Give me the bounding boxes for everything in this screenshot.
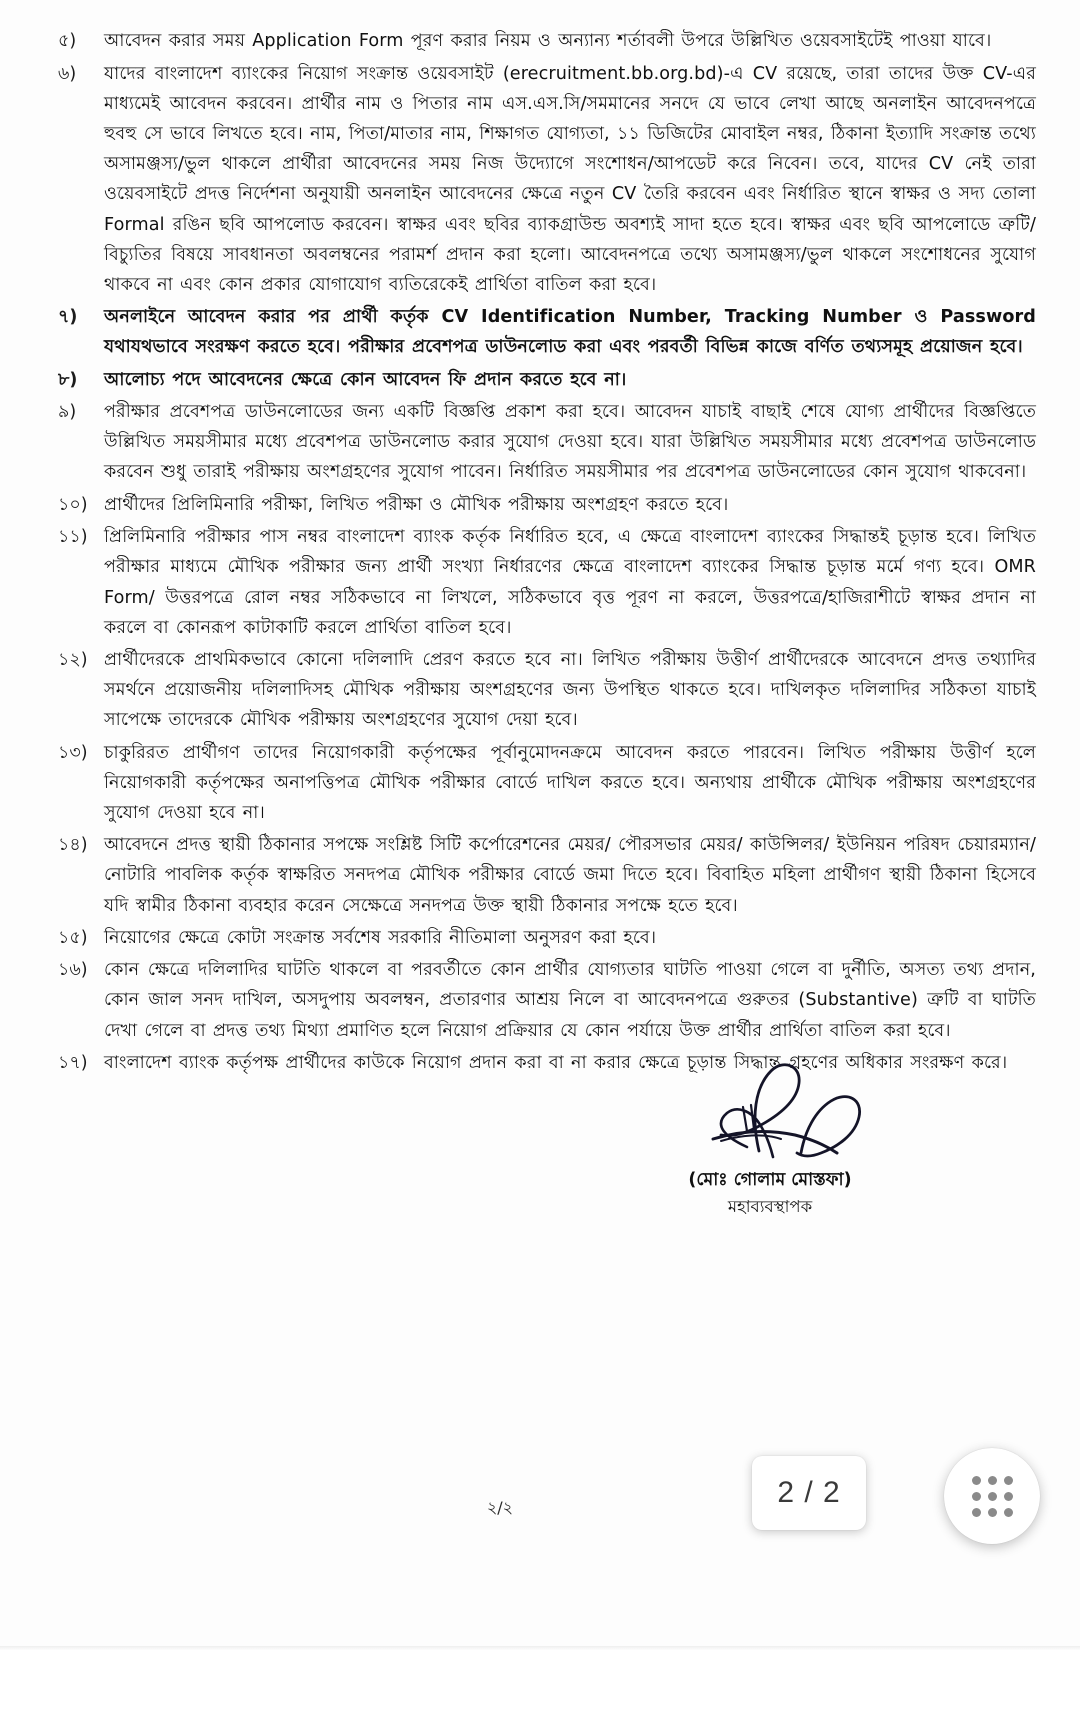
clause-item [46,490,1036,521]
clause-item [46,397,1036,488]
clause-list [46,26,1036,1078]
clause-text: প্রিলিমিনারি পরীক্ষার পাস নম্বর বাংলাদেশ ব্যাংক কর্তৃক নির্ধারিত হবে, এ ক্ষেত্রে বাংলাদেশ ব্যাংকের সিদ্ধান্তই চূড়ান্ত হবে। লিখিত পরীক্ষার মাধ্যমে মৌখিক পরীক্ষার জন্য প্রার্থী সংখ্যা নির্ধারণের ক্ষেত্রে বাংলাদেশ ব্যাংকের সিদ্ধান্ত চূড়ান্ত মর্মে গণ্য হবে। OMR Form/ উত্তরপত্রে রোল নম্বর সঠিকভাবে না লিখলে, সঠিকভাবে বৃত্ত পূরণ না করলে, উত্তরপত্রে/হাজিরাশীটে স্বাক্ষর প্রদান না করলে বা কোনরূপ কাটাকাটি করলে প্রার্থিতা বাতিল হবে। [104,527,1036,638]
clause-text: নিয়োগের ক্ষেত্রে কোটা সংক্রান্ত সর্বশেষ সরকারি নীতিমালা অনুসরণ করা হবে। [104,927,657,948]
clause-number: ৭) [58,307,78,328]
clause-item [46,59,1036,301]
clause-item [46,738,1036,829]
signature-block [600,1055,940,1219]
clause-number: ৯) [58,402,77,423]
clause-text: যাদের বাংলাদেশ ব্যাংকের নিয়োগ সংক্রান্ত ওয়েবসাইট (erecruitment.bb.org.bd)-এ CV রয়েছে, তারা তাদের উক্ত CV-এর মাধ্যমেই আবেদন করবেন। প্রার্থীর নাম ও পিতার নাম এস.এস.সি/সমমানের সনদে যে ভাবে লেখা আছে অনলাইন আবেদনপত্রে হুবহু সে ভাবে লিখতে হবে। নাম, পিতা/মাতার নাম, শিক্ষাগত যোগ্যতা, ১১ ডিজিটের মোবাইল নম্বর, ঠিকানা ইত্যাদি সংক্রান্ত তথ্যে অসামঞ্জস্য/ভুল থাকলে প্রার্থীরা আবেদনের সময় নিজ উদ্যোগে সংশোধন/আপডেট করে নিবেন। তবে, যাদের CV নেই তারা ওয়েবসাইটে প্রদত্ত নির্দেশনা অনুযায়ী অনলাইন আবেদনের ক্ষেত্রে নতুন CV তৈরি করবেন এবং নির্ধারিত স্থানে স্বাক্ষর ও সদ্য তোলা Formal রঙিন ছবি আপলোড করবেন। স্বাক্ষর এবং ছবির ব্যাকগ্রাউন্ড অবশ্যই সাদা হতে হবে। স্বাক্ষর এবং ছবি আপলোডে ত্রুটি/বিচ্যুতির বিষয়ে সাবধানতা অবলম্বনের পরামর্শ প্রদান করা হলো। আবেদনপত্রে তথ্যে অসামঞ্জস্য/ভুল থাকলে সংশোধনের সুযোগ থাকবে না এবং কোন প্রকার যোগাযোগ ব্যতিরেকেই প্রার্থিতা বাতিল করা হবে। [104,63,1036,295]
clause-number: ১৭) [58,1052,88,1073]
clause-text: কোন ক্ষেত্রে দলিলাদির ঘাটতি থাকলে বা পরবর্তীতে কোন প্রার্থীর যোগ্যতার ঘাটতি পাওয়া গেলে বা দুর্নীতি, অসত্য তথ্য প্রদান, কোন জাল সনদ দাখিল, অসদুপায় অবলম্বন, প্রতারণার আশ্রয় নিলে বা আবেদনপত্রে গুরুতর (Substantive) ত্রুটি বা ঘাটতি দেখা গেলে বা প্রদত্ত তথ্য মিথ্যা প্রমাণিত হলে নিয়োগ প্রক্রিয়ার যে কোন পর্যায়ে উক্ত প্রার্থীর প্রার্থিতা বাতিল করা হবে। [104,960,1036,1041]
clause-item [46,645,1036,736]
printed-page-number: ২/২ [486,1498,514,1517]
clause-item [46,302,1036,362]
grid-dots-icon [972,1476,1013,1517]
clause-text: বাংলাদেশ ব্যাংক কর্তৃপক্ষ প্রার্থীদের কাউকে নিয়োগ প্রদান করা বা না করার ক্ষেত্রে চূড়ান্ত সিদ্ধান্ত গ্রহণের অধিকার সংরক্ষণ করে। [104,1052,1008,1073]
clause-item [46,830,1036,921]
clause-number: ৫) [58,31,77,51]
clause-text: প্রার্থীদের প্রিলিমিনারি পরীক্ষা, লিখিত পরীক্ষা ও মৌখিক পরীক্ষায় অংশগ্রহণ করতে হবে। [104,494,729,515]
clause-text: প্রার্থীদেরকে প্রাথমিকভাবে কোনো দলিলাদি প্রেরণ করতে হবে না। লিখিত পরীক্ষায় উত্তীর্ণ প্রার্থীদেরকে আবেদনে প্রদত্ত তথ্যাদির সমর্থনে প্রয়োজনীয় দলিলাদিসহ মৌখিক পরীক্ষায় অংশগ্রহণের জন্য উপস্থিত থাকতে হবে। দাখিলকৃত দলিলাদির সঠিকতা যাচাই সাপেক্ষে তাদেরকে মৌখিক পরীক্ষায় অংশগ্রহণের সুযোগ দেয়া হবে। [104,649,1036,731]
grid-menu-button[interactable] [944,1448,1040,1544]
page-bottom-edge [0,1646,1080,1650]
page-indicator: 2 / 2 [752,1456,866,1530]
clause-text: চাকুরিরত প্রার্থীগণ তাদের নিয়োগকারী কর্তৃপক্ষের পূর্বানুমোদনক্রমে আবেদন করতে পারবেন। লিখিত পরীক্ষায় উত্তীর্ণ হলে নিয়োগকারী কর্তৃপক্ষের অনাপত্তিপত্র মৌখিক পরীক্ষার বোর্ডে দাখিল করতে হবে। অন্যথায় প্রার্থীকে মৌখিক পরীক্ষায় অংশগ্রহণের সুযোগ দেওয়া হবে না। [104,742,1036,823]
clause-text: আলোচ্য পদে আবেদনের ক্ষেত্রে কোন আবেদন ফি প্রদান করতে হবে না। [104,369,627,390]
signatory-designation: মহাব্যবস্থাপক [727,1197,813,1216]
clause-number: ৬) [58,63,77,84]
clause-item [46,522,1036,643]
clause-number: ১০) [58,494,88,515]
clause-number: ১৬) [58,960,88,981]
clause-text: পরীক্ষার প্রবেশপত্র ডাউনলোডের জন্য একটি বিজ্ঞপ্তি প্রকাশ করা হবে। আবেদন যাচাই বাছাই শেষে যোগ্য প্রার্থীদের বিজ্ঞপ্তিতে উল্লিখিত সময়সীমার মধ্যে প্রবেশপত্র ডাউনলোড করার সুযোগ দেওয়া হবে। যারা উল্লিখিত সময়সীমার মধ্যে প্রবেশপত্র ডাউনলোড করবেন শুধু তারাই পরীক্ষায় অংশগ্রহণের সুযোগ পাবেন। নির্ধারিত সময়সীমার পর প্রবেশপত্র ডাউনলোডের কোন সুযোগ থাকবেনা। [104,402,1036,483]
clause-item [46,955,1036,1046]
clause-number: ১৪) [58,835,88,856]
clause-number: ১৩) [58,742,88,763]
clause-number: ১৫) [58,927,88,948]
signatory-name: (মোঃ গোলাম মোস্তফা) [688,1170,852,1190]
clause-number: ১১) [58,527,88,548]
clause-item [46,365,1036,396]
clause-text: আবেদন করার সময় Application Form পূরণ করার নিয়ম ও অন্যান্য শর্তাবলী উপরে উল্লিখিত ওয়েবসাইটেই পাওয়া যাবে। [104,31,992,51]
handwritten-signature-icon [600,1055,940,1165]
clause-text: আবেদনে প্রদত্ত স্থায়ী ঠিকানার সপক্ষে সংশ্লিষ্ট সিটি কর্পোরেশনের মেয়র/ পৌরসভার মেয়র/ কাউন্সিলর/ ইউনিয়ন পরিষদ চেয়ারম্যান/ নোটারি পাবলিক কর্তৃক স্বাক্ষরিত সনদপত্র মৌখিক পরীক্ষার বোর্ডে জমা দিতে হবে। বিবাহিত মহিলা প্রার্থীগণ স্থায়ী ঠিকানা হিসেবে যদি স্বামীর ঠিকানা ব্যবহার করেন সেক্ষেত্রে সনদপত্র উক্ত স্থায়ী ঠিকানার সপক্ষে হতে হবে। [104,835,1036,916]
clause-number: ৮) [58,369,78,390]
clause-item [46,26,1036,57]
clause-item [46,923,1036,954]
clause-number: ১২) [58,649,88,670]
clause-text: অনলাইনে আবেদন করার পর প্রার্থী কর্তৃক CV Identification Number, Tracking Number ও Password যথাযথভাবে সংরক্ষণ করতে হবে। পরীক্ষার প্রবেশপত্র ডাউনলোড করা এবং পরবর্তী বিভিন্ন কাজে বর্ণিত তথ্যসমূহ প্রয়োজন হবে। [104,307,1036,358]
